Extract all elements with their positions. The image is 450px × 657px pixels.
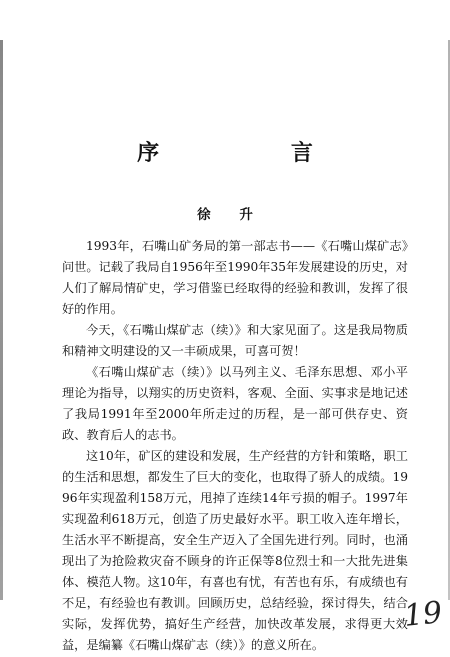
body-text <box>62 236 408 656</box>
paragraph: 今天，《石嘴山煤矿志（续）》和大家见面了。这是我局物质和精神文明建设的又一丰硕成果，可喜可贺！ <box>62 323 408 358</box>
page-number: 19 <box>402 595 444 634</box>
paragraph: 1993年，石嘴山矿务局的第一部志书——《石嘴山煤矿志》问世。记载了我局自1956年至1990年35年发展建设的历史，对人们了解局情矿史，学习借鉴已经取得的经验和教训，发挥了很好的作用。 <box>62 239 408 316</box>
page-title: 序 言 <box>137 140 375 166</box>
paragraph: 《石嘴山煤矿志（续）》以马列主义、毛泽东思想、邓小平理论为指导，以翔实的历史资料，客观、全面、实事求是地记述了我局1991年至2000年所走过的历程，是一部可供存史、资政、教育后人的志书。 <box>62 365 408 442</box>
scan-edge-shadow <box>0 40 3 600</box>
author-name: 徐 升 <box>197 207 265 223</box>
paragraph: 这10年，矿区的建设和发展，生产经营的方针和策略，职工的生活和思想，都发生了巨大的变化，也取得了骄人的成绩。1996年实现盈利158万元，甩掉了连续14年亏损的帽子。1997年实现盈利618万元，创造了历史最好水平。职工收入连年增长，生活水平不断提高，安全生产迈入了全国先进行列。同时，也涌现出了为抢险救灾奋不顾身的许正保等8位烈士和一大批先进集体、模范人物。这10年，有喜也有忧，有苦也有乐，有成绩也有不足，有经验也有教训。回顾历史，总结经验，探讨得失，结合实际，发挥优势，搞好生产经营，加快改革发展，求得更大效益，是编纂《石嘴山煤矿志（续）》的意义所在。 <box>62 449 408 652</box>
